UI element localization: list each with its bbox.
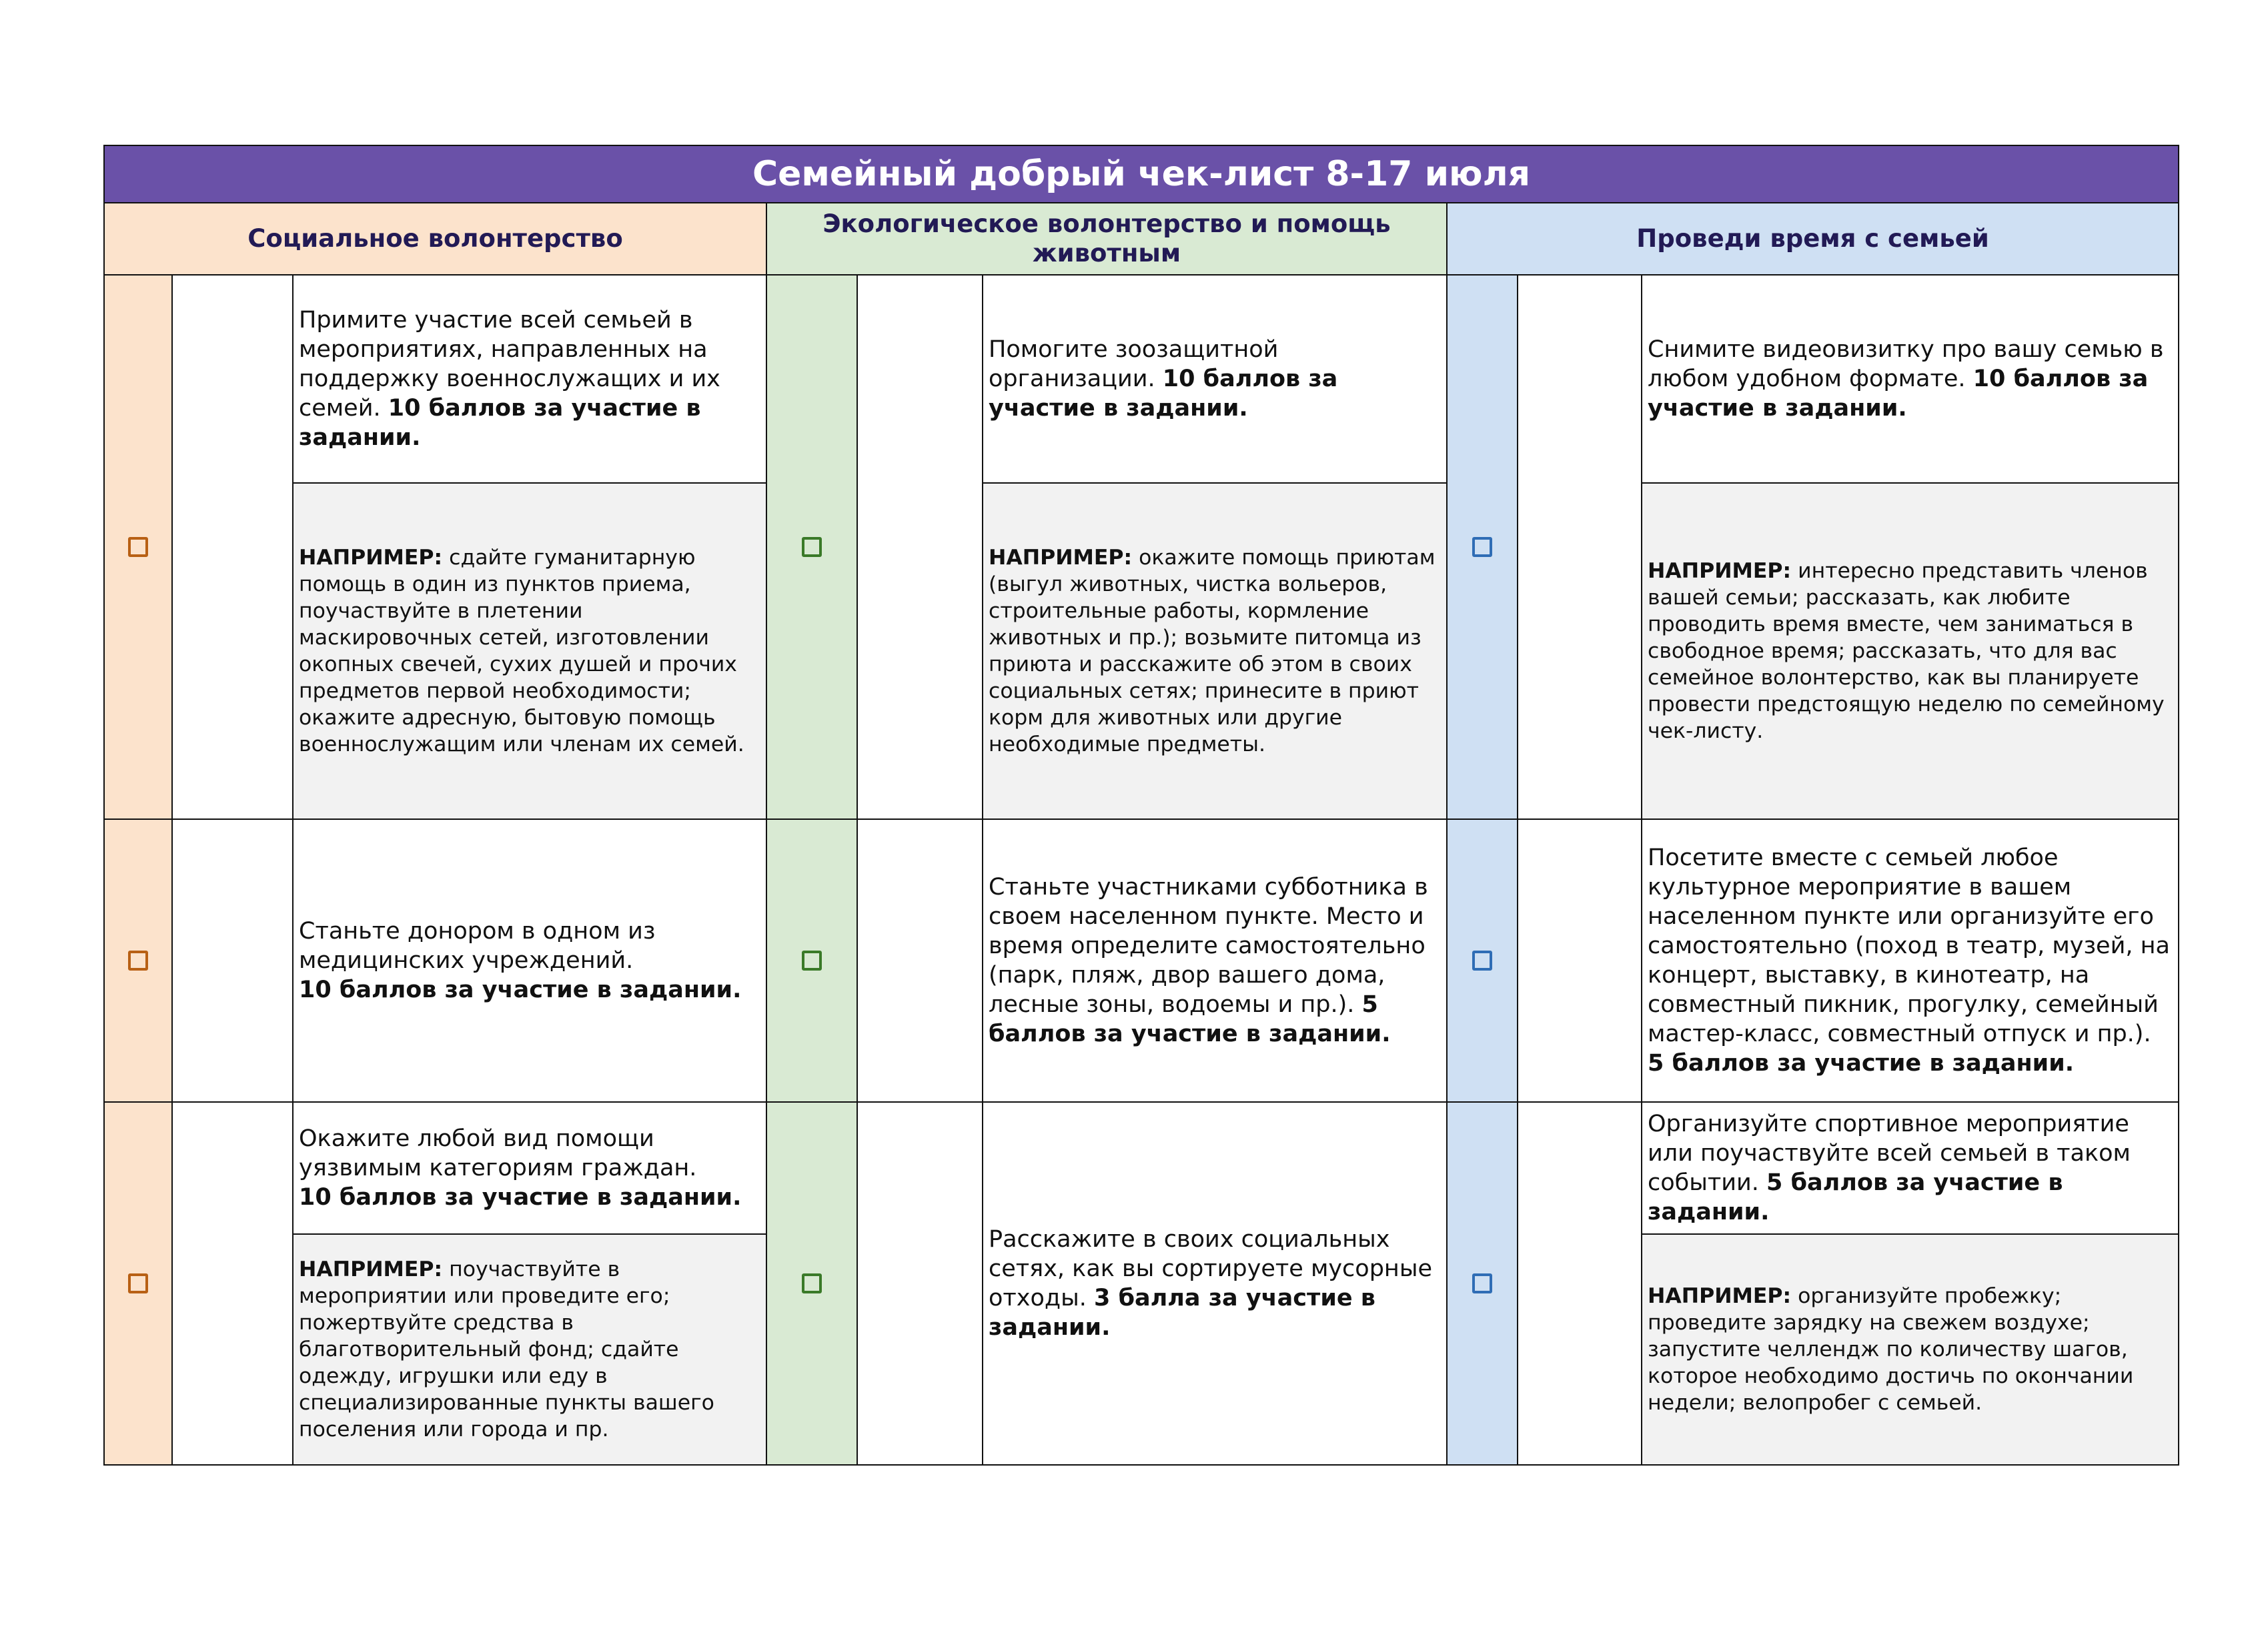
- example-text: поучаствуйте в мероприятии или проведите его; пожертвуйте средства в благотворительный фонд; сдайте одежду, игрушки или еду в специализированные пункты вашего поселения или города и пр.: [299, 1257, 714, 1442]
- social-strip: [104, 275, 172, 819]
- example-text: сдайте гуманитарную помощь в один из пунктов приема, поучаствуйте в плетении маскировочных сетей, изготовлении окопных свечей, сухих душей и прочих предметов первой необходимости; окажите адресную, бытовую помощь военнослужащим или членам их семей.: [299, 546, 744, 756]
- task-text: Примите участие всей семьей в мероприятиях, направленных на поддержку военнослужащих и их семей.: [299, 307, 720, 422]
- eco-strip: [766, 1102, 857, 1465]
- checkbox[interactable]: [802, 1273, 822, 1293]
- task-text: Станьте участниками субботника в своем населенном пункте. Место и время определите самостоятельно (парк, пляж, двор вашего дома, лесные зоны, водоемы и пр.).: [989, 874, 1428, 1018]
- task-cell: [1642, 1102, 2179, 1234]
- blank-cell: [857, 1102, 983, 1465]
- example-cell: [293, 1234, 766, 1465]
- checkbox[interactable]: [128, 951, 148, 971]
- task-cell: [983, 819, 1447, 1102]
- example-label: НАПРИМЕР:: [1648, 1284, 1792, 1308]
- checkbox[interactable]: [1472, 537, 1492, 557]
- blank-cell: [172, 275, 293, 819]
- social-strip: [104, 819, 172, 1102]
- task-points: 3 балла за участие в задании.: [989, 1285, 1375, 1341]
- checkbox[interactable]: [1472, 951, 1492, 971]
- eco-strip: [766, 275, 857, 819]
- task-points: 5 баллов за участие в задании.: [1648, 1050, 2075, 1077]
- task-points: 10 баллов за участие в задании.: [299, 395, 701, 451]
- example-cell: [293, 483, 766, 819]
- blank-cell: [1518, 275, 1642, 819]
- social-strip: [104, 1102, 172, 1465]
- task-text: Помогите зоозащитной организации.: [989, 336, 1279, 392]
- example-cell: [1642, 483, 2179, 819]
- task-cell: [1642, 275, 2179, 483]
- example-text: окажите помощь приютам (выгул животных, чистка вольеров, строительные работы, кормление животных и пр.); возьмите питомца из приюта и расскажите об этом в своих социальных сетях; принесите в приют корм для животных или другие необходимые предметы.: [989, 546, 1436, 756]
- checkbox[interactable]: [128, 537, 148, 557]
- page-title: Семейный добрый чек-лист 8-17 июля: [104, 145, 2179, 203]
- task-points: 10 баллов за участие в задании.: [1648, 366, 2149, 422]
- example-text: организуйте пробежку; проведите зарядку на свежем воздухе; запустите челлендж по количеству шагов, которое необходимо достичь по окончании недели; велопробег с семьей.: [1648, 1284, 2134, 1415]
- blank-cell: [172, 819, 293, 1102]
- example-cell: [983, 483, 1447, 819]
- task-text: Снимите видеовизитку про вашу семью в любом удобном формате.: [1648, 336, 2164, 392]
- example-text: интересно представить членов вашей семьи; рассказать, как любите проводить время вместе, чем заниматься в свободное время; рассказать, что для вас семейное волонтерство, как вы планируете провести предстоящую неделю по семейному чек-листу.: [1648, 559, 2165, 743]
- task-text: Расскажите в своих социальных сетях, как вы сортируете мусорные отходы.: [989, 1226, 1432, 1311]
- category-header-social: Социальное волонтерство: [104, 203, 766, 275]
- category-header-eco: Экологическое волонтерство и помощь животным: [766, 203, 1447, 275]
- checkbox[interactable]: [1472, 1273, 1492, 1293]
- task-cell: [983, 275, 1447, 483]
- eco-strip: [766, 819, 857, 1102]
- family-strip: [1447, 819, 1518, 1102]
- task-points: 5 баллов за участие в задании.: [1648, 1169, 2063, 1225]
- example-label: НАПРИМЕР:: [299, 546, 443, 570]
- example-label: НАПРИМЕР:: [299, 1257, 443, 1281]
- task-points: 10 баллов за участие в задании.: [299, 1184, 742, 1211]
- task-points: 10 баллов за участие в задании.: [299, 977, 742, 1003]
- task-text: Организуйте спортивное мероприятие или поучаствуйте всей семьей в таком событии.: [1648, 1111, 2131, 1196]
- task-cell: [983, 1102, 1447, 1465]
- blank-cell: [857, 275, 983, 819]
- checklist-table: [103, 145, 2179, 1466]
- family-strip: [1447, 275, 1518, 819]
- task-cell: [293, 1102, 766, 1234]
- task-points: 10 баллов за участие в задании.: [989, 366, 1338, 422]
- example-cell: [1642, 1234, 2179, 1465]
- example-label: НАПРИМЕР:: [989, 546, 1133, 570]
- task-cell: [293, 275, 766, 483]
- family-strip: [1447, 1102, 1518, 1465]
- blank-cell: [1518, 819, 1642, 1102]
- checkbox[interactable]: [802, 537, 822, 557]
- task-cell: [293, 819, 766, 1102]
- blank-cell: [1518, 1102, 1642, 1465]
- checkbox[interactable]: [802, 951, 822, 971]
- checkbox[interactable]: [128, 1273, 148, 1293]
- task-text: Станьте донором в одном из медицинских учреждений.: [299, 918, 656, 974]
- category-header-family: Проведи время с семьей: [1447, 203, 2179, 275]
- task-text: Окажите любой вид помощи уязвимым категориям граждан.: [299, 1125, 697, 1181]
- blank-cell: [857, 819, 983, 1102]
- task-points: 5 баллов за участие в задании.: [989, 991, 1391, 1047]
- blank-cell: [172, 1102, 293, 1465]
- task-text: Посетите вместе с семьей любое культурное мероприятие в вашем населенном пункте или организуйте его самостоятельно (поход в театр, музей, на концерт, выставку, в кинотеатр, на совместный пикник, прогулку, семейный мастер-класс, совместный отпуск и пр.).: [1648, 845, 2170, 1047]
- example-label: НАПРИМЕР:: [1648, 559, 1792, 583]
- task-cell: [1642, 819, 2179, 1102]
